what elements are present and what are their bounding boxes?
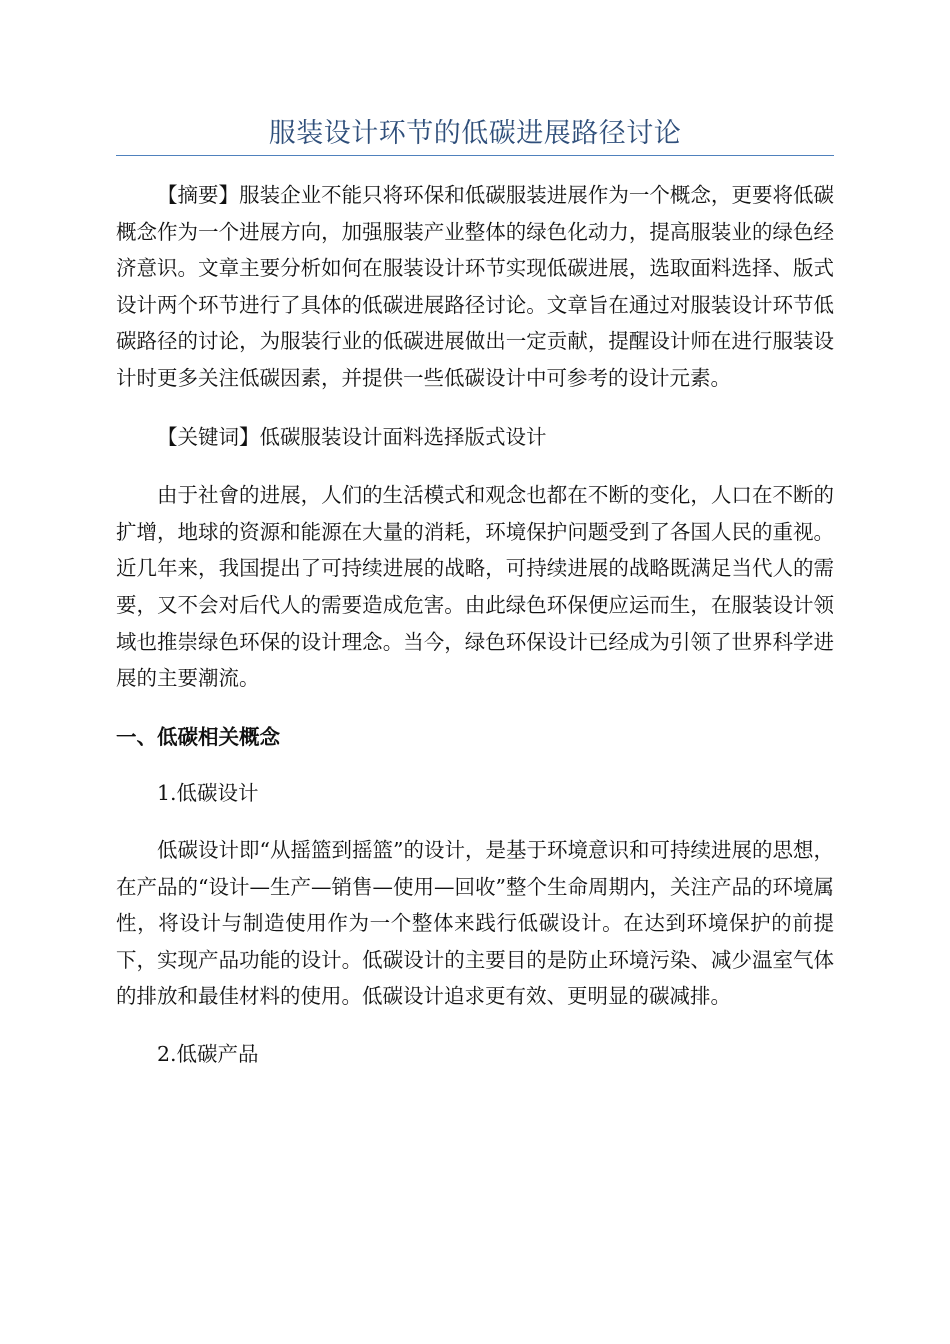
title-underline bbox=[116, 155, 834, 156]
subsection-title-1: 1.低碳设计 bbox=[157, 781, 259, 806]
abstract-paragraph: 【摘要】服装企业不能只将环保和低碳服装进展作为一个概念，更要将低碳概念作为一个进展方向，加强服装产业整体的绿色化动力，提高服装业的绿色经济意识。文章主要分析如何在服装设计环节实现低碳进展，选取面料选择、版式设计两个环节进行了具体的低碳进展路径讨论。文章旨在通过对服装设计环节低碳路径的讨论，为服装行业的低碳进展做出一定贡献，提醒设计师在进行服装设计时更多关注低碳因素，并提供一些低碳设计中可参考的设计元素。 bbox=[116, 183, 834, 390]
section-heading-1: 一、低碳相关概念 bbox=[116, 724, 280, 749]
subsection-body-1: 低碳设计即“从摇篮到摇篮”的设计，是基于环境意识和可持续进展的思想，在产品的“设计—生产—销售—使用—回收”整个生命周期内，关注产品的环境属性，将设计与制造使用作为一个整体来践行低碳设计。在达到环境保护的前提下，实现产品功能的设计。低碳设计的主要目的是防止环境污染、减少温室气体的排放和最佳材料的使用。低碳设计追求更有效、更明显的碳减排。 bbox=[116, 837, 834, 1009]
document-page bbox=[116, 0, 834, 1072]
subsection-title-2: 2.低碳产品 bbox=[157, 1041, 259, 1066]
keywords-paragraph: 【关键词】低碳服装设计面料选择版式设计 bbox=[157, 424, 547, 449]
intro-paragraph: 由于社會的进展，人们的生活模式和观念也都在不断的变化，人口在不断的扩增，地球的资源和能源在大量的消耗，环境保护问题受到了各国人民的重视。近几年来，我国提出了可持续进展的战略，可持续进展的战略既满足当代人的需要，又不会对后代人的需要造成危害。由此绿色环保便应运而生，在服装设计领域也推崇绿色环保的设计理念。当今，绿色环保设计已经成为引领了世界科学进展的主要潮流。 bbox=[116, 483, 834, 691]
document-title: 服装设计环节的低碳进展路径讨论 bbox=[268, 118, 682, 149]
